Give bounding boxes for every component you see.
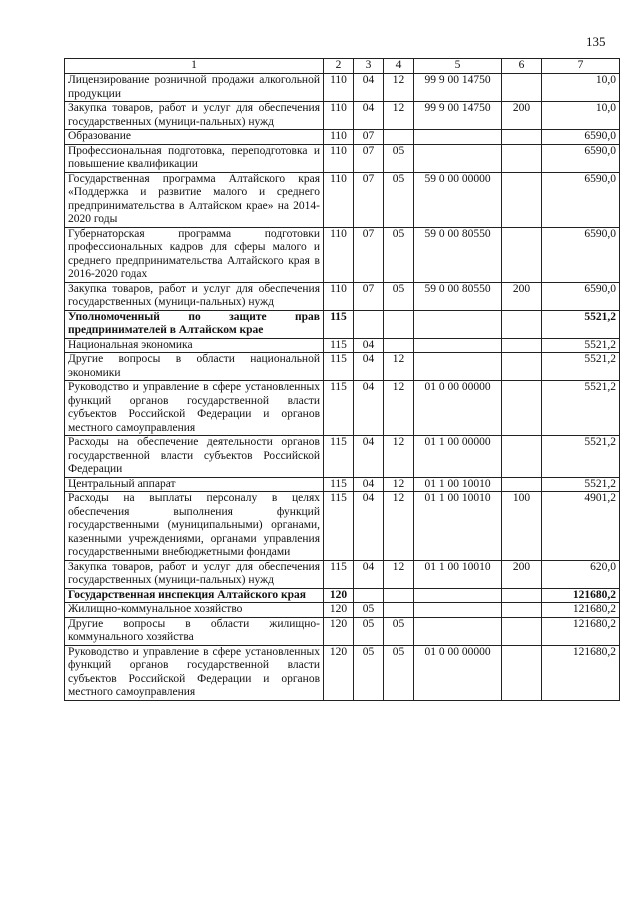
- row-name: Профессиональная подготовка, переподготовка и повышение квалификации: [65, 144, 324, 172]
- column-header: 2: [324, 59, 354, 74]
- code-column-2: 115: [324, 353, 354, 381]
- expense-type: 200: [502, 102, 542, 130]
- table-row: [65, 282, 620, 310]
- table-row: [65, 227, 620, 282]
- code-column-2: 110: [324, 227, 354, 282]
- code-column-2: 115: [324, 338, 354, 353]
- code-column-3: 05: [354, 617, 384, 645]
- code-column-3: 04: [354, 338, 384, 353]
- expense-type: [502, 588, 542, 603]
- table-row: [65, 381, 620, 436]
- amount: 5521,2: [542, 338, 620, 353]
- table-row: [65, 560, 620, 588]
- expense-type: [502, 436, 542, 478]
- table-row: [65, 436, 620, 478]
- column-header: 4: [384, 59, 414, 74]
- row-name: Руководство и управление в сфере установленных функций органов государственной власти субъектов Российской Федерации и органов местного самоуправления: [65, 381, 324, 436]
- amount: 121680,2: [542, 645, 620, 700]
- code-column-3: 07: [354, 282, 384, 310]
- row-name: Губернаторская программа подготовки профессиональных кадров для сферы малого и среднего предпринимательства Алтайского края в 2016-2020 годах: [65, 227, 324, 282]
- target-code: [414, 588, 502, 603]
- amount: 4901,2: [542, 492, 620, 561]
- target-code: 01 1 00 10010: [414, 560, 502, 588]
- code-column-4: 12: [384, 492, 414, 561]
- target-code: 01 1 00 10010: [414, 477, 502, 492]
- code-column-3: 04: [354, 477, 384, 492]
- target-code: [414, 353, 502, 381]
- code-column-2: 120: [324, 645, 354, 700]
- table-row: [65, 74, 620, 102]
- target-code: [414, 603, 502, 618]
- budget-table: [64, 58, 620, 701]
- expense-type: [502, 338, 542, 353]
- table-row: [65, 617, 620, 645]
- table-row: [65, 338, 620, 353]
- amount: 6590,0: [542, 172, 620, 227]
- amount: 121680,2: [542, 588, 620, 603]
- target-code: 01 0 00 00000: [414, 645, 502, 700]
- target-code: 99 9 00 14750: [414, 74, 502, 102]
- target-code: [414, 310, 502, 338]
- expense-type: [502, 172, 542, 227]
- expense-type: 200: [502, 282, 542, 310]
- code-column-2: 110: [324, 102, 354, 130]
- expense-type: [502, 617, 542, 645]
- expense-type: [502, 645, 542, 700]
- expense-type: 200: [502, 560, 542, 588]
- target-code: 01 1 00 10010: [414, 492, 502, 561]
- code-column-3: 07: [354, 144, 384, 172]
- code-column-4: 05: [384, 617, 414, 645]
- target-code: 59 0 00 00000: [414, 172, 502, 227]
- table-row: [65, 645, 620, 700]
- amount: 121680,2: [542, 617, 620, 645]
- amount: 6590,0: [542, 144, 620, 172]
- code-column-2: 110: [324, 282, 354, 310]
- page-number: 135: [586, 34, 606, 49]
- target-code: 59 0 00 80550: [414, 227, 502, 282]
- code-column-3: 04: [354, 436, 384, 478]
- row-name: Другие вопросы в области жилищно-коммунального хозяйства: [65, 617, 324, 645]
- code-column-4: 05: [384, 144, 414, 172]
- row-name: Государственная инспекция Алтайского края: [65, 588, 324, 603]
- code-column-4: 05: [384, 645, 414, 700]
- expense-type: [502, 144, 542, 172]
- table-row: [65, 477, 620, 492]
- code-column-2: 115: [324, 436, 354, 478]
- row-name: Лицензирование розничной продажи алкогольной продукции: [65, 74, 324, 102]
- table-row: [65, 603, 620, 618]
- code-column-4: 12: [384, 102, 414, 130]
- code-column-4: 12: [384, 436, 414, 478]
- amount: 620,0: [542, 560, 620, 588]
- target-code: [414, 617, 502, 645]
- amount: 5521,2: [542, 477, 620, 492]
- row-name: Другие вопросы в области национальной экономики: [65, 353, 324, 381]
- code-column-4: 12: [384, 477, 414, 492]
- expense-type: [502, 227, 542, 282]
- code-column-3: 04: [354, 353, 384, 381]
- expense-type: [502, 381, 542, 436]
- code-column-3: 05: [354, 645, 384, 700]
- row-name: Руководство и управление в сфере установленных функций органов государственной власти субъектов Российской Федерации и органов местного самоуправления: [65, 645, 324, 700]
- table-row: [65, 310, 620, 338]
- row-name: Расходы на выплаты персоналу в целях обеспечения выполнения функций государственными (муниципальными) органами, казенными учреждениями, органами управления государственными внебюджетными фондами: [65, 492, 324, 561]
- amount: 5521,2: [542, 353, 620, 381]
- code-column-3: 04: [354, 492, 384, 561]
- code-column-2: 115: [324, 381, 354, 436]
- code-column-2: 110: [324, 144, 354, 172]
- code-column-3: 04: [354, 102, 384, 130]
- target-code: [414, 338, 502, 353]
- code-column-2: 110: [324, 172, 354, 227]
- code-column-4: 05: [384, 172, 414, 227]
- row-name: Расходы на обеспечение деятельности органов государственной власти субъектов Российской Федерации: [65, 436, 324, 478]
- code-column-4: [384, 588, 414, 603]
- row-name: Уполномоченный по защите прав предпринимателей в Алтайском крае: [65, 310, 324, 338]
- code-column-3: 07: [354, 172, 384, 227]
- code-column-4: [384, 603, 414, 618]
- table-row: [65, 102, 620, 130]
- target-code: 59 0 00 80550: [414, 282, 502, 310]
- table-row: [65, 492, 620, 561]
- table-row: [65, 144, 620, 172]
- code-column-2: 115: [324, 310, 354, 338]
- row-name: Жилищно-коммунальное хозяйство: [65, 603, 324, 618]
- code-column-3: 07: [354, 227, 384, 282]
- code-column-2: 115: [324, 560, 354, 588]
- code-column-3: 05: [354, 603, 384, 618]
- code-column-4: 12: [384, 74, 414, 102]
- expense-type: [502, 310, 542, 338]
- code-column-3: [354, 310, 384, 338]
- code-column-2: 115: [324, 492, 354, 561]
- row-name: Образование: [65, 130, 324, 145]
- target-code: [414, 144, 502, 172]
- code-column-4: [384, 130, 414, 145]
- amount: 5521,2: [542, 381, 620, 436]
- amount: 5521,2: [542, 310, 620, 338]
- table-row: [65, 353, 620, 381]
- column-header: 7: [542, 59, 620, 74]
- table-row: [65, 130, 620, 145]
- column-header: 1: [65, 59, 324, 74]
- row-name: Национальная экономика: [65, 338, 324, 353]
- amount: 10,0: [542, 102, 620, 130]
- row-name: Государственная программа Алтайского края «Поддержка и развитие малого и среднего предпринимательства в Алтайском крае» на 2014-2020 годы: [65, 172, 324, 227]
- header-row: [65, 59, 620, 74]
- code-column-3: 04: [354, 560, 384, 588]
- code-column-4: 05: [384, 227, 414, 282]
- table-row: [65, 172, 620, 227]
- row-name: Центральный аппарат: [65, 477, 324, 492]
- code-column-3: 07: [354, 130, 384, 145]
- target-code: 01 1 00 00000: [414, 436, 502, 478]
- row-name: Закупка товаров, работ и услуг для обеспечения государственных (муници-пальных) нужд: [65, 102, 324, 130]
- code-column-2: 110: [324, 74, 354, 102]
- column-header: 6: [502, 59, 542, 74]
- target-code: 01 0 00 00000: [414, 381, 502, 436]
- expense-type: [502, 130, 542, 145]
- expense-type: [502, 74, 542, 102]
- code-column-4: 12: [384, 381, 414, 436]
- code-column-3: 04: [354, 74, 384, 102]
- code-column-4: 12: [384, 353, 414, 381]
- expense-type: 100: [502, 492, 542, 561]
- row-name: Закупка товаров, работ и услуг для обеспечения государственных (муници-пальных) нужд: [65, 282, 324, 310]
- amount: 10,0: [542, 74, 620, 102]
- amount: 6590,0: [542, 227, 620, 282]
- row-name: Закупка товаров, работ и услуг для обеспечения государственных (муници-пальных) нужд: [65, 560, 324, 588]
- table-row: [65, 588, 620, 603]
- code-column-2: 120: [324, 603, 354, 618]
- column-header: 5: [414, 59, 502, 74]
- amount: 6590,0: [542, 130, 620, 145]
- code-column-2: 115: [324, 477, 354, 492]
- code-column-2: 120: [324, 588, 354, 603]
- amount: 6590,0: [542, 282, 620, 310]
- code-column-2: 110: [324, 130, 354, 145]
- expense-type: [502, 603, 542, 618]
- code-column-3: [354, 588, 384, 603]
- expense-type: [502, 477, 542, 492]
- amount: 121680,2: [542, 603, 620, 618]
- code-column-2: 120: [324, 617, 354, 645]
- expense-type: [502, 353, 542, 381]
- code-column-4: 05: [384, 282, 414, 310]
- code-column-4: [384, 338, 414, 353]
- target-code: [414, 130, 502, 145]
- code-column-4: 12: [384, 560, 414, 588]
- target-code: 99 9 00 14750: [414, 102, 502, 130]
- code-column-4: [384, 310, 414, 338]
- amount: 5521,2: [542, 436, 620, 478]
- column-header: 3: [354, 59, 384, 74]
- code-column-3: 04: [354, 381, 384, 436]
